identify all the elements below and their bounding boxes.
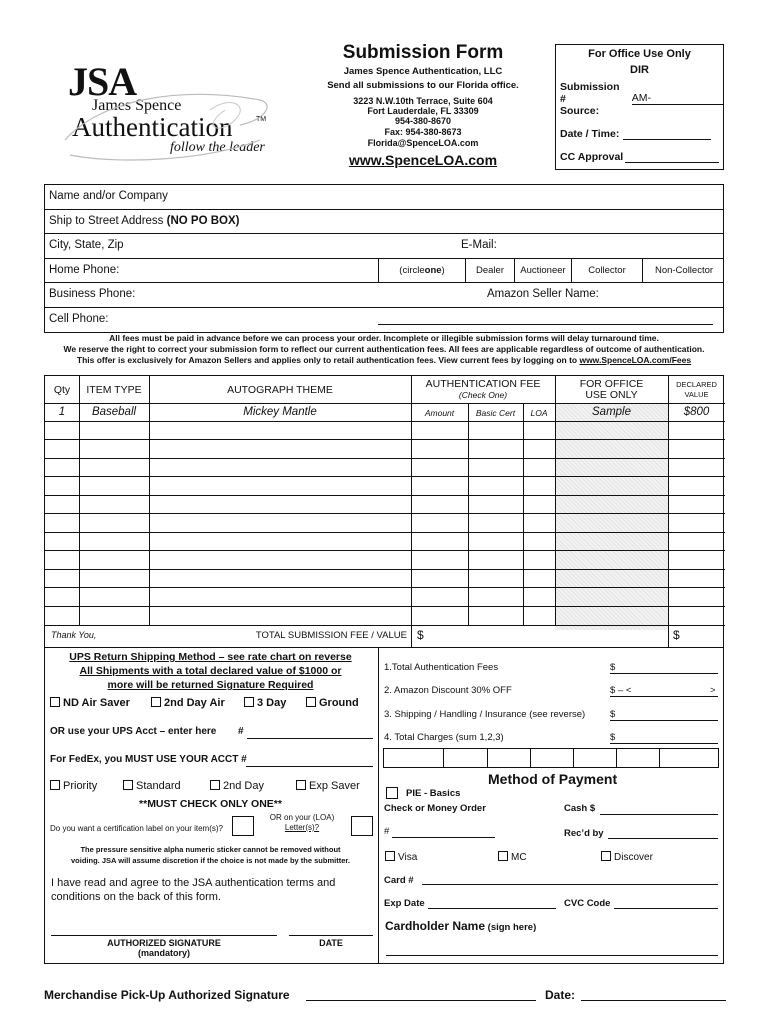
cell-phone-row[interactable] [45, 308, 723, 333]
ups-return-line-2: All Shipments with a total declared value of $1000 or [79, 665, 342, 677]
logo-tagline: follow the leader [170, 140, 265, 155]
fedex-account-field[interactable] [246, 766, 373, 767]
cardholder-signature-field[interactable] [386, 955, 718, 956]
pickup-signature-label: Merchandise Pick-Up Authorized Signature [44, 988, 290, 1002]
website-link[interactable]: www.SpenceLOA.com [348, 152, 498, 168]
send-instruction: Send all submissions to our Florida office. [327, 80, 519, 91]
pickup-signature-field[interactable] [306, 1000, 536, 1001]
city-label: City, State, Zip [49, 239, 124, 251]
header-declared-b: VALUE [684, 390, 709, 399]
form-title: Submission Form [342, 42, 504, 63]
header-office-b: USE ONLY [585, 389, 638, 401]
checkbox-icon[interactable] [123, 780, 133, 790]
fees-line-3: This offer is exclusively for Amazon Sellers and applies only to retail authentication fees. View current fees by logging on to www.SpenceLOA.com/Fees [76, 355, 692, 365]
option-collector[interactable]: Collector [571, 259, 642, 283]
items-table [44, 375, 724, 648]
example-basic-cert: Basic Cert [475, 408, 516, 418]
exp-date-label: Exp Date [384, 898, 425, 909]
signature-date-label: DATE [319, 938, 343, 948]
home-phone-label: Home Phone: [49, 263, 120, 276]
charge-total-label: 4. Total Charges (sum 1,2,3) [384, 732, 504, 743]
ups-return-line-3: more will be returned Signature Required [107, 679, 314, 691]
checkbox-icon[interactable] [210, 780, 220, 790]
charge-total-auth-label: 1.Total Authentication Fees [384, 662, 499, 673]
business-phone-label: Business Phone: [49, 288, 136, 300]
cash-field[interactable] [600, 814, 718, 815]
address-line-2: Fort Lauderdale, FL 33309 [367, 106, 479, 116]
cc-approval-label: CC Approval [560, 151, 624, 163]
loa-question-2: Letter(s)? [284, 823, 320, 832]
loa-question-1: OR on your (LOA) [269, 813, 335, 822]
header-auth-fee: AUTHENTICATION FEE [425, 378, 541, 390]
checkbox-icon[interactable] [601, 851, 611, 861]
logo-authentication: Authentication [72, 112, 233, 142]
source-label: Source: [560, 105, 600, 117]
name-row[interactable] [45, 185, 723, 210]
option-visa[interactable]: Visa [385, 851, 417, 863]
cell-phone-label: Cell Phone: [49, 312, 109, 325]
office-use-box [555, 44, 724, 170]
cvc-code-label: CVC Code [564, 898, 611, 909]
office-dir: DIR [630, 64, 649, 76]
option-non-collector[interactable]: Non-Collector [642, 259, 725, 283]
charge-total-auth-field[interactable] [610, 673, 718, 674]
exp-date-field[interactable] [428, 908, 556, 909]
charge-shipping-label: 3. Shipping / Handling / Insurance (see reverse) [384, 709, 586, 720]
ups-account-hash: # [238, 726, 244, 737]
authorized-signature-label: AUTHORIZED SIGNATURE [107, 938, 221, 948]
address-label: Ship to Street Address (NO PO BOX) [49, 214, 240, 227]
fedex-account-label: For FedEx, you MUST USE YOUR ACCT # [50, 754, 247, 765]
pickup-date-field[interactable] [581, 1000, 726, 1001]
logo-jsa: JSA [68, 59, 137, 104]
checkbox-icon[interactable] [50, 780, 60, 790]
authorized-signature-sub: (mandatory) [137, 948, 190, 958]
option-auctioneer[interactable]: Auctioneer [514, 259, 571, 283]
option-priority[interactable]: Priority [50, 780, 97, 792]
header-item-type: ITEM TYPE [86, 384, 142, 396]
example-item-type: Baseball [91, 406, 137, 418]
must-check-one: **MUST CHECK ONLY ONE** [139, 798, 282, 810]
example-qty: 1 [58, 406, 66, 418]
datetime-field[interactable] [623, 128, 711, 140]
payment-method-title: Method of Payment [488, 771, 618, 787]
logo-name: James Spence [92, 97, 182, 114]
total-fee-dollar[interactable]: $ [417, 628, 424, 642]
check-money-order-label: Check or Money Order [384, 803, 486, 814]
business-phone-row[interactable] [45, 283, 723, 308]
option-mc[interactable]: MC [498, 851, 527, 863]
check-number-hash: # [384, 826, 390, 837]
home-phone-row[interactable] [45, 259, 723, 284]
cardholder-name-label: Cardholder Name (sign here) [385, 919, 537, 933]
pressure-note-1: The pressure sensitive alpha numeric sticker cannot be removed without [80, 845, 341, 854]
checkbox-icon[interactable] [385, 851, 395, 861]
amazon-seller-label: Amazon Seller Name: [487, 288, 599, 300]
card-number-label: Card # [384, 875, 414, 886]
received-by-label: Rec’d by [564, 828, 604, 839]
checkbox-icon[interactable] [296, 780, 306, 790]
option-discover[interactable]: Discover [601, 851, 653, 863]
charge-total-dollar: $ [610, 732, 616, 743]
option-2nd-day-air[interactable]: 2nd Day Air [151, 697, 225, 709]
logo-signature-swash-icon [60, 80, 280, 170]
company-name: James Spence Authentication, LLC [343, 66, 503, 77]
example-amount: Amount [424, 408, 455, 418]
amazon-seller-field[interactable] [378, 324, 713, 325]
ups-return-title: UPS Return Shipping Method – see rate chart on reverse [69, 651, 352, 663]
pie-basics-label: PIE - Basics [406, 788, 461, 799]
pickup-date-label: Date: [545, 988, 576, 1002]
option-exp-saver[interactable]: Exp Saver [296, 780, 360, 792]
header-declared-a: DECLARED [676, 380, 717, 389]
office-shaded-column [555, 404, 668, 630]
charge-amazon-discount-label: 2. Amazon Discount 30% OFF [384, 685, 512, 696]
office-title: For Office Use Only [588, 48, 691, 60]
check-number-field[interactable] [392, 837, 495, 838]
charge-amazon-discount-field[interactable] [610, 696, 718, 697]
charge-amazon-discount-dollar: $ – < [610, 685, 632, 696]
loa-checkbox[interactable] [351, 816, 373, 836]
total-fee-label: TOTAL SUBMISSION FEE / VALUE [255, 630, 407, 641]
fees-line-1: All fees must be paid in advance before we can process your order. Incomplete or illegible submission forms will delay turnaround time. [109, 333, 659, 343]
option-standard[interactable]: Standard [123, 780, 181, 792]
checkbox-icon[interactable] [151, 697, 161, 707]
example-declared-value: $800 [683, 406, 710, 418]
logo-trademark: TM [256, 116, 267, 123]
option-3-day[interactable]: 3 Day [244, 697, 286, 709]
header-auth-check-one: (Check One) [458, 390, 508, 400]
email-label: E-Mail: [461, 239, 497, 251]
card-number-field[interactable] [422, 884, 718, 885]
charge-total-auth-dollar: $ [610, 662, 616, 673]
submission-label: Submission # [560, 81, 620, 105]
cash-label: Cash $ [564, 803, 596, 814]
total-value-dollar[interactable]: $ [673, 628, 680, 642]
fees-link[interactable]: www.SpenceLOA.com/Fees [579, 355, 692, 365]
header-autograph-theme: AUTOGRAPH THEME [227, 384, 333, 396]
segmented-entry-boxes[interactable] [383, 748, 719, 768]
cvc-code-field[interactable] [614, 908, 718, 909]
city-row[interactable] [45, 234, 723, 259]
charge-shipping-field[interactable] [610, 720, 718, 721]
fax-number: Fax: 954-380-8673 [384, 127, 462, 137]
example-office-sample: Sample [592, 406, 631, 418]
datetime-label: Date / Time: [560, 128, 620, 140]
pie-basics-checkbox[interactable] [386, 787, 398, 799]
option-fedex-2nd-day[interactable]: 2nd Day [210, 780, 264, 792]
charge-total-field[interactable] [610, 743, 718, 744]
thank-you-text: Thank You, [51, 630, 97, 640]
cert-label-question: Do you want a certification label on your item(s)? [50, 824, 223, 833]
charge-shipping-dollar: $ [610, 709, 616, 720]
authorized-signature-field[interactable] [51, 935, 277, 936]
charge-amazon-discount-end: > [710, 685, 716, 696]
address-line-1: 3223 N.W.10th Terrace, Suite 604 [353, 96, 493, 106]
example-loa: LOA [530, 408, 548, 418]
header-qty: Qty [53, 384, 71, 396]
name-label: Name and/or Company [49, 190, 168, 202]
ups-account-label: OR use your UPS Acct – enter here [50, 726, 217, 737]
submission-field[interactable]: AM- [632, 92, 723, 105]
checkbox-icon[interactable] [498, 851, 508, 861]
ups-account-field[interactable] [247, 738, 373, 739]
signature-date-field[interactable] [289, 935, 373, 936]
agree-terms-1: I have read and agree to the JSA authentication terms and [51, 877, 336, 889]
checkbox-icon[interactable] [306, 697, 316, 707]
example-theme: Mickey Mantle [243, 406, 317, 418]
fees-line-2: We reserve the right to correct your submission form to reflect our current authentication fees. All fees are applicable regardless of outcome of authentication. [63, 344, 705, 354]
address-row[interactable] [45, 210, 723, 235]
fees-notice [44, 333, 724, 366]
pressure-note-2: voiding. JSA will assume discretion if the choice is not made by the submitter. [71, 856, 350, 865]
cert-label-checkbox[interactable] [232, 816, 254, 836]
option-dealer[interactable]: Dealer [465, 259, 514, 283]
checkbox-icon[interactable] [244, 697, 254, 707]
phone-number: 954-380-8670 [394, 116, 452, 126]
header-office-a: FOR OFFICE [579, 378, 644, 390]
option-ground[interactable]: Ground [306, 697, 359, 709]
received-by-field[interactable] [608, 838, 718, 839]
customer-info-table [44, 184, 724, 333]
circle-one-label: (circle one ) [378, 259, 465, 283]
cc-approval-field[interactable] [625, 151, 719, 163]
option-nd-air-saver[interactable]: ND Air Saver [50, 697, 130, 709]
email-address: Florida@SpenceLOA.com [367, 138, 479, 148]
checkbox-icon[interactable] [50, 697, 60, 707]
agree-terms-2: conditions on the back of this form. [51, 891, 221, 903]
